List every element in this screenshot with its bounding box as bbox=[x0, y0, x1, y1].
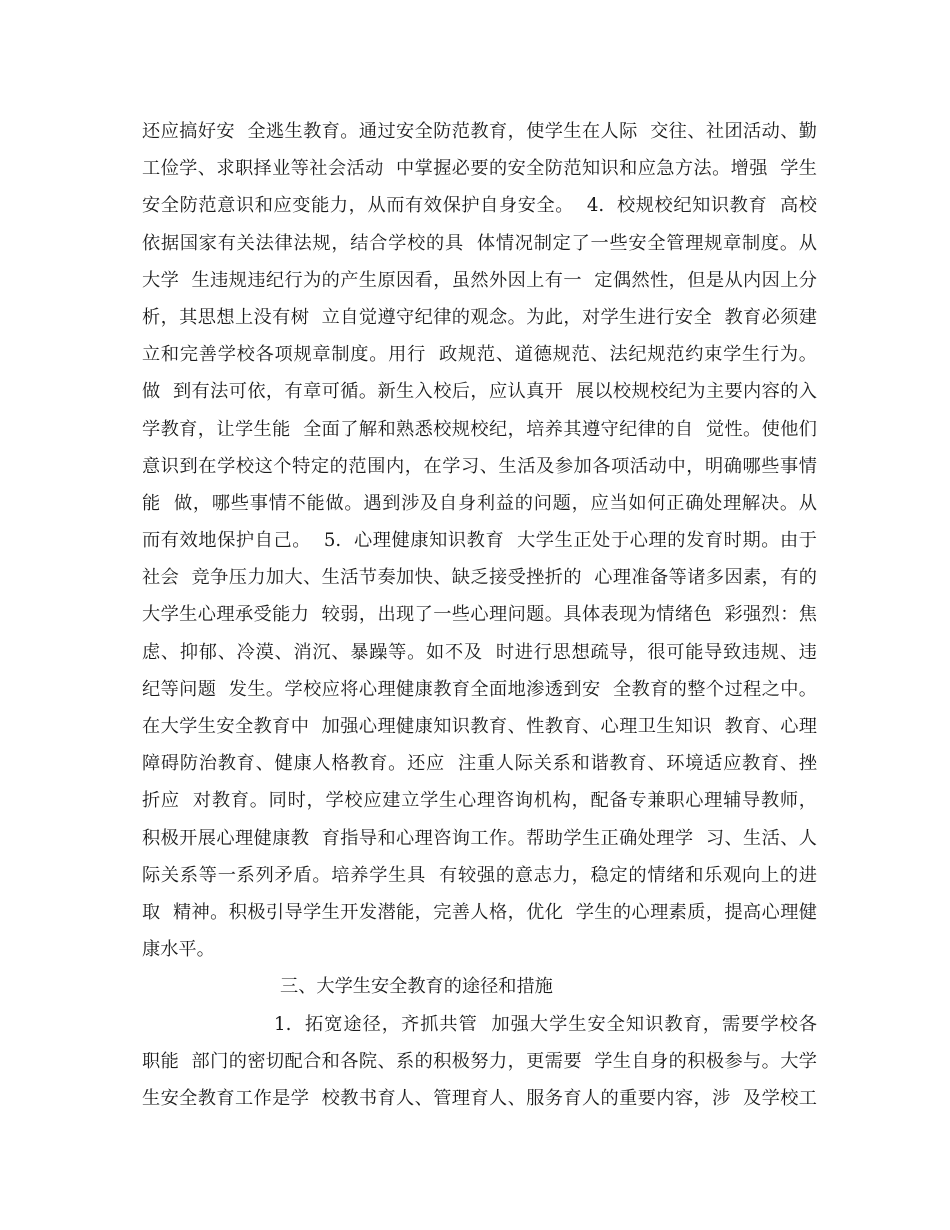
text-line: 析，其思想上没有树 立自觉遵守纪律的观念。为此，对学生进行安全 教育必须建 bbox=[142, 306, 817, 328]
text-line: 际关系等一系列矛盾。培养学生具 有较强的意志力，稳定的情绪和乐观向上的进 bbox=[142, 864, 817, 886]
text-line: 积极开展心理健康教 育指导和心理咨询工作。帮助学生正确处理学 习、生活、人 bbox=[142, 827, 817, 849]
text-line: 依据国家有关法律法规，结合学校的具 体情况制定了一些安全管理规章制度。从 bbox=[142, 232, 817, 254]
text-line: 生安全教育工作是学 校教书育人、管理育人、服务育人的重要内容，涉 及学校工 bbox=[142, 1087, 817, 1109]
text-line: 意识到在学校这个特定的范围内，在学习、生活及参加各项活动中，明确哪些事情 bbox=[142, 455, 817, 477]
text-line: 安全防范意识和应变能力，从而有效保护自身安全。 4. 校规校纪知识教育 高校 bbox=[142, 195, 817, 217]
text-line: 康水平。 bbox=[142, 939, 215, 961]
text-line: 1. 拓宽途径，齐抓共管 加强大学生安全知识教育，需要学校各 bbox=[274, 1013, 817, 1035]
text-line: 大学 生违规违纪行为的产生原因看，虽然外因上有一 定偶然性，但是从内因上分 bbox=[142, 269, 817, 291]
text-line: 能 做，哪些事情不能做。遇到涉及自身利益的问题，应当如何正确处理解决。从 bbox=[142, 492, 817, 514]
text-line: 障碍防治教育、健康人格教育。还应 注重人际关系和谐教育、环境适应教育、挫 bbox=[142, 753, 817, 775]
text-line: 而有效地保护自己。 5. 心理健康知识教育 大学生正处于心理的发育时期。由于 bbox=[142, 530, 817, 552]
text-line: 纪等问题 发生。学校应将心理健康教育全面地渗透到安 全教育的整个过程之中。 bbox=[142, 678, 817, 700]
text-line: 还应搞好安 全逃生教育。通过安全防范教育，使学生在人际 交往、社团活动、勤 bbox=[142, 121, 817, 142]
paragraph-1 bbox=[142, 113, 817, 968]
text-line: 折应 对教育。同时，学校应建立学生心理咨询机构，配备专兼职心理辅导教师， bbox=[142, 790, 817, 812]
text-line: 立和完善学校各项规章制度。用行 政规范、道德规范、法纪规范约束学生行为。 bbox=[142, 344, 817, 366]
text-line: 在大学生安全教育中 加强心理健康知识教育、性教育、心理卫生知识 教育、心理 bbox=[142, 716, 817, 737]
text-line: 职能 部门的密切配合和各院、系的积极努力，更需要 学生自身的积极参与。大学 bbox=[142, 1050, 817, 1072]
section-heading: 三、大学生安全教育的途径和措施 bbox=[280, 976, 553, 998]
text-line: 工俭学、求职择业等社会活动 中掌握必要的安全防范知识和应急方法。增强 学生 bbox=[142, 158, 817, 180]
document-body bbox=[142, 113, 817, 1117]
text-line: 大学生心理承受能力 较弱，出现了一些心理问题。具体表现为情绪色 彩强烈：焦 bbox=[142, 604, 817, 626]
text-line: 取 精神。积极引导学生开发潜能，完善人格，优化 学生的心理素质，提高心理健 bbox=[142, 901, 817, 923]
text-line: 社会 竞争压力加大、生活节奏加快、缺乏接受挫折的 心理准备等诸多因素，有的 bbox=[142, 567, 817, 589]
text-line: 学教育，让学生能 全面了解和熟悉校规校纪，培养其遵守纪律的自 觉性。使他们 bbox=[142, 418, 817, 440]
text-line: 虑、抑郁、冷漠、消沉、暴躁等。如不及 时进行思想疏导，很可能导致违规、违 bbox=[142, 641, 817, 663]
text-line: 做 到有法可依，有章可循。新生入校后，应认真开 展以校规校纪为主要内容的入 bbox=[142, 381, 817, 403]
paragraph-2 bbox=[142, 1006, 817, 1118]
